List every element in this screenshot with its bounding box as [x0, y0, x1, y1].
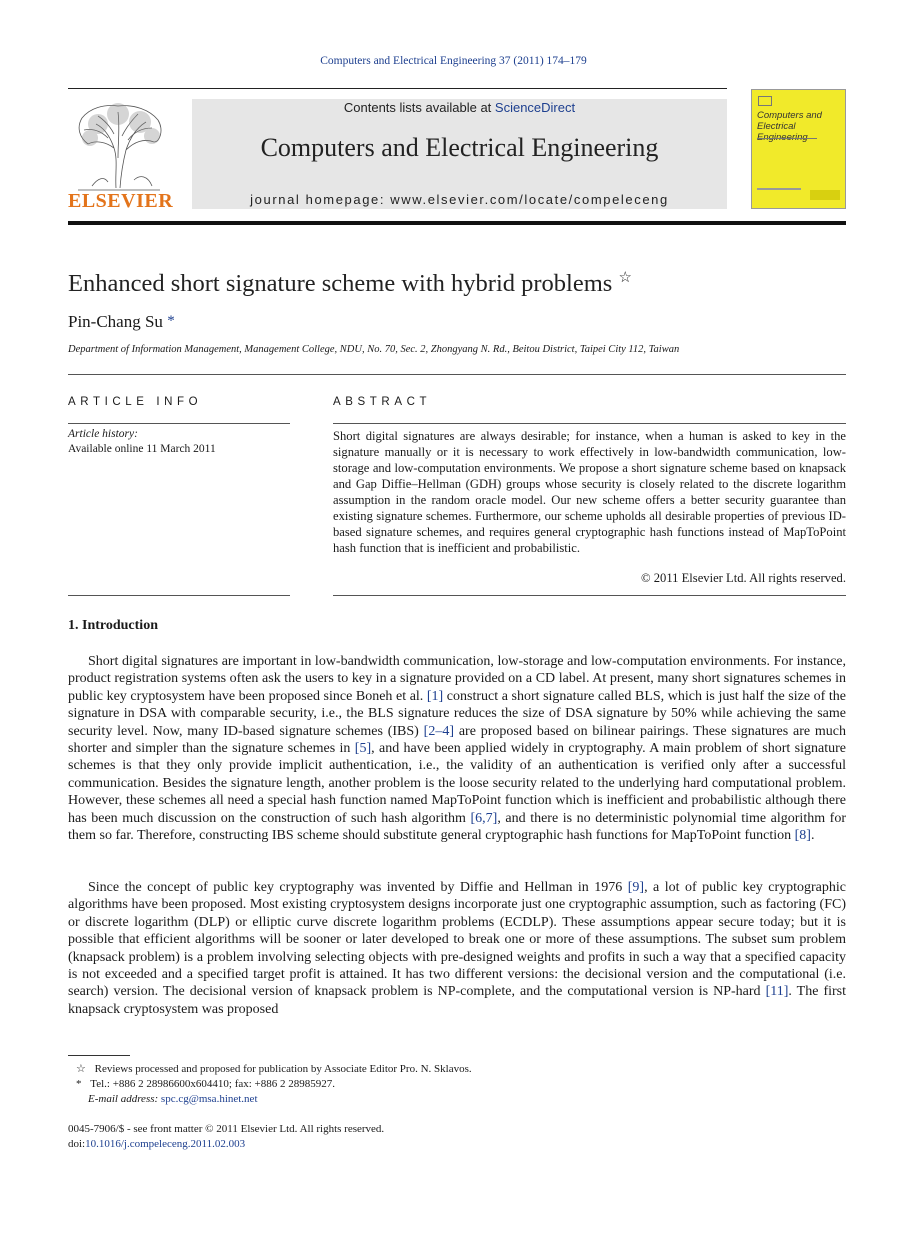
author-name: Pin-Chang Su	[68, 312, 163, 331]
issn-line: 0045-7906/$ - see front matter © 2011 Elsevier Ltd. All rights reserved.	[68, 1123, 385, 1135]
citation-link[interactable]: [8]	[794, 828, 811, 844]
contents-prefix: Contents lists available at	[343, 100, 495, 115]
available-online-date: Available online 11 March 2011	[68, 443, 216, 455]
footnote-corresponding	[76, 1077, 335, 1092]
elsevier-wordmark: ELSEVIER	[68, 190, 174, 212]
author-line	[68, 312, 175, 332]
cover-line	[757, 188, 801, 190]
paragraph-text: , a lot of public key cryptographic algorithms have been proposed. Most existing cryptosystem designs incorporate just one cryptographic assumption, such as factoring (FC) or discrete logarithm (DLP) or elliptic curve discrete logarithm problems (ECDLP). These assumptions appear secure today; but it is possible that efficient algorithms will be sooner or later developed to break one or more of these assumptions. The subset sum problem (knapsack problem) is a problem involving selecting objects with pre-designed weights and profits in such a way that a specified capacity is not exceeded and a specified target profit is attained. It has two different versions: the decisional version and the computational (i.e. search) version. The decisional version of knapsack problem is NP-complete, and the computational version is NP-hard	[68, 880, 846, 1000]
article-history-label: Article history:	[68, 428, 138, 440]
article-info-heading: ARTICLE INFO	[68, 396, 203, 408]
abstract-bottom-rule	[333, 595, 846, 596]
abstract-heading: ABSTRACT	[333, 396, 432, 408]
cover-title-line-1: Computers and	[757, 110, 822, 121]
citation-link[interactable]: [6,7]	[470, 810, 498, 826]
doi-label: doi:	[68, 1138, 86, 1150]
header-top-rule	[68, 88, 727, 89]
footnote-rule	[68, 1055, 130, 1056]
journal-citation[interactable]: Computers and Electrical Engineering 37 (2011) 174–179	[320, 55, 587, 67]
cover-publisher-mark	[810, 190, 840, 200]
cover-line	[757, 138, 817, 139]
doi-link[interactable]: 10.1016/j.compeleceng.2011.02.003	[85, 1138, 246, 1150]
email-link[interactable]: spc.cg@msa.hinet.net	[160, 1093, 258, 1105]
paragraph-text: , and have been applied widely in cryptography. A main problem of short signature schemes is that they only provide implicit authentication, i.e., the validity of an authentication is verified only after a successful communication. Besides the signature length, another problem is the loose security related to the underlying hard computational problem. However, these schemes all need a special hash function named MapToPoint function which is inefficient and probabilistic although there has been much discussion on the construction of such hash algorithm	[68, 741, 846, 826]
journal-banner	[192, 99, 727, 209]
abstract-rule	[333, 423, 846, 424]
citation-link[interactable]: [2–4]	[423, 723, 454, 739]
footnote-asterisk: *	[76, 1078, 82, 1090]
journal-homepage[interactable]: journal homepage: www.elsevier.com/locate/compeleceng	[250, 192, 669, 207]
doi-line	[68, 1137, 245, 1152]
cover-title-line-2: Electrical	[757, 121, 796, 132]
abstract-text: Short digital signatures are always desirable; for instance, when a human is asked to key in the signature manually or it is necessary to work effectively in low-bandwidth communication, low-storage and low-computation environments. We propose a short signature scheme based on knapsack and Gap Diffie–Hellman (GDH) groups whose security is closely related to the discrete logarithm assumption in the random oracle model. Our new scheme offers a better security guarantee than existing signature schemes. Furthermore, our scheme upholds all desirable properties of previous ID-based signature schemes, and requires general cryptographic hash functions instead of MapToPoint hash function that is inefficient and probabilistic.	[333, 429, 846, 555]
footnote-star-text: Reviews processed and proposed for publication by Associate Editor Pro. N. Sklavos.	[94, 1063, 472, 1075]
article-title-text: Enhanced short signature scheme with hybrid problems	[68, 270, 613, 298]
journal-cover-thumbnail[interactable]	[751, 89, 846, 209]
contents-line	[192, 100, 727, 115]
article-info-bottom-rule	[68, 595, 290, 596]
paragraph-text: , and there is no deterministic polynomial time algorithm for them so far. Therefore, constructing IBS scheme should substitute general cryptographic hash functions for MapToPoint function	[68, 810, 846, 844]
paragraph-text: construct a short signature called BLS, which is just half the size of the signature in DSA with comparable security, i.e., the BLS signature reduces the size of DSA signature by 50% while achieving the same security level. Now, many ID-based signature schemes (IBS)	[68, 688, 846, 739]
header-heavy-rule	[68, 221, 846, 225]
elsevier-logo[interactable]	[68, 98, 174, 212]
email-label: E-mail address:	[88, 1093, 159, 1105]
footnote-star-icon: ☆	[76, 1063, 86, 1075]
paragraph-text: . The first knapsack cryptosystem was proposed	[68, 984, 846, 1017]
paragraph-text: Short digital signatures are important in low-bandwidth communication, low-storage and low-computation environments. For instance, product registration systems often ask the users to key in a signature provided on a CD label. At present, many short signatures schemes in public key cryptosystem have been proposed since Boneh et al.	[68, 654, 846, 704]
journal-title: Computers and Electrical Engineering	[260, 133, 659, 162]
footnote-star	[76, 1062, 472, 1077]
intro-paragraph-1	[68, 653, 846, 844]
author-footnote-link[interactable]: *	[167, 313, 175, 329]
sciencedirect-link[interactable]: ScienceDirect	[494, 100, 576, 115]
footnote-email	[88, 1092, 258, 1107]
article-info-rule	[68, 423, 290, 424]
title-rule	[68, 374, 846, 375]
paragraph-text: Since the concept of public key cryptography was invented by Diffie and Hellman in 1976	[88, 880, 628, 895]
paragraph-text: .	[810, 828, 815, 844]
paragraph-text: are proposed based on bilinear pairings. These signatures are much shorter and simpler than the signature schemes in	[68, 723, 846, 757]
footnote-tel-text: Tel.: +886 2 28986600x604410; fax: +886 2 28985927.	[90, 1078, 336, 1090]
abstract-copyright: © 2011 Elsevier Ltd. All rights reserved.	[641, 571, 846, 585]
article-title	[68, 268, 632, 298]
section-heading-introduction: 1. Introduction	[68, 618, 158, 633]
intro-paragraph-2	[68, 879, 846, 1018]
citation-link[interactable]: [5]	[354, 741, 372, 757]
elsevier-mini-icon	[758, 96, 772, 106]
title-footnote-star-icon[interactable]: ☆	[618, 270, 632, 286]
citation-link[interactable]: [1]	[426, 688, 444, 704]
citation-link[interactable]: [11]	[765, 984, 789, 1000]
citation-link[interactable]: [9]	[627, 880, 645, 895]
affiliation: Department of Information Management, Management College, NDU, No. 70, Sec. 2, Zhongyang N. Rd., Beitou District, Taipei City 112, Taiwan	[68, 344, 680, 355]
